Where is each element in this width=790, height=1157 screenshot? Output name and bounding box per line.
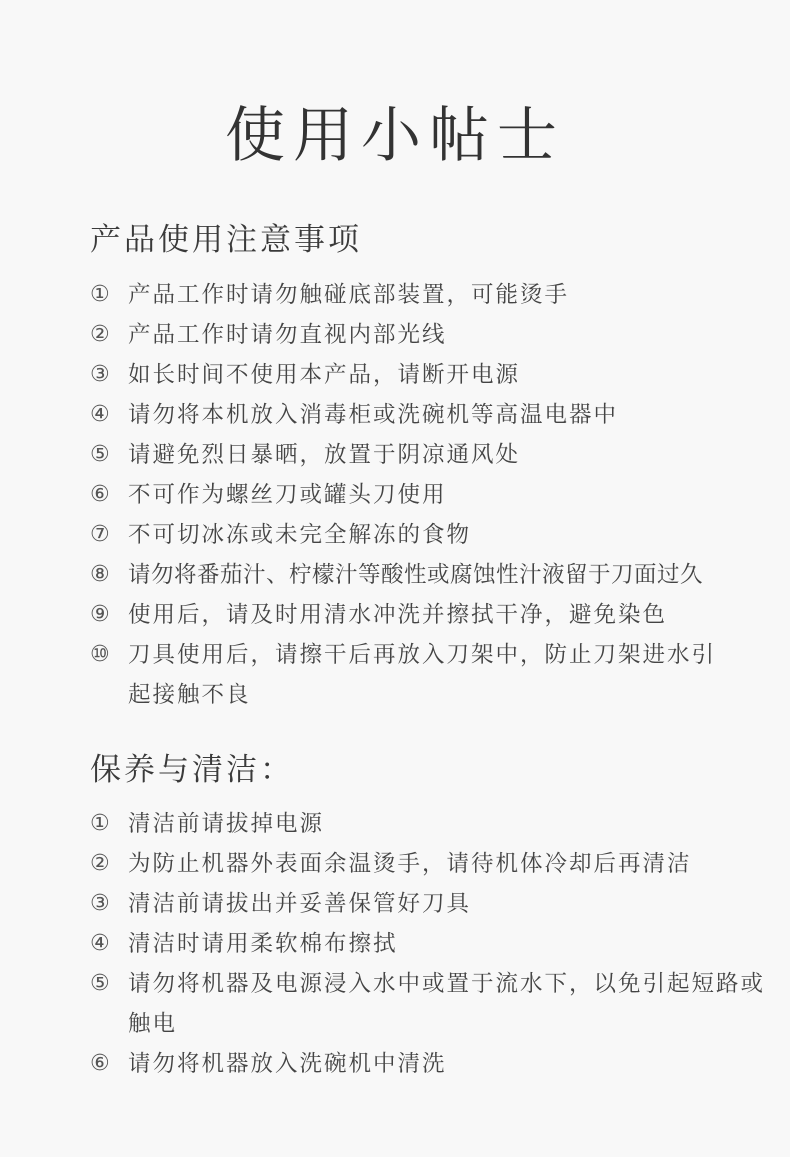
list-item — [90, 435, 780, 475]
item-text: 产品工作时请勿触碰底部装置，可能烫手 — [128, 282, 570, 308]
precautions-list — [90, 275, 780, 715]
list-item — [90, 924, 780, 964]
item-text: 清洁前请拔掉电源 — [128, 811, 325, 837]
page-title: 使用小帖士 — [225, 101, 565, 171]
list-item — [90, 315, 780, 355]
item-text: 如长时间不使用本产品，请断开电源 — [128, 362, 521, 388]
item-text: 为防止机器外表面余温烫手，请待机体冷却后再清洁 — [128, 851, 692, 877]
list-item — [90, 395, 780, 435]
item-number: ⑧ — [90, 562, 110, 587]
care-list — [90, 804, 780, 1084]
item-text: 清洁前请拔出并妥善保管好刀具 — [128, 891, 472, 917]
item-number: ① — [90, 282, 110, 307]
item-text: 不可作为螺丝刀或罐头刀使用 — [128, 482, 447, 508]
item-text: 请勿将本机放入消毒柜或洗碗机等高温电器中 — [128, 402, 619, 428]
item-number: ③ — [90, 891, 110, 916]
item-text: 请勿将机器放入洗碗机中清洗 — [128, 1051, 447, 1077]
list-item — [90, 355, 780, 395]
item-text: 请勿将机器及电源浸入水中或置于流水下，以免引起短路或触电 — [128, 971, 766, 1037]
item-number: ④ — [90, 402, 110, 427]
item-number: ⑩ — [90, 642, 110, 667]
item-text: 产品工作时请勿直视内部光线 — [128, 322, 447, 348]
list-item — [90, 964, 780, 1044]
list-item — [90, 884, 780, 924]
item-number: ④ — [90, 931, 110, 956]
item-text: 请避免烈日暴晒，放置于阴凉通风处 — [128, 442, 521, 468]
list-item — [90, 844, 780, 884]
precautions-heading: 产品使用注意事项 — [90, 222, 362, 258]
item-text: 使用后，请及时用清水冲洗并擦拭干净，避免染色 — [128, 602, 668, 628]
item-number: ⑤ — [90, 442, 110, 467]
item-number: ⑥ — [90, 1051, 110, 1076]
care-heading: 保养与清洁： — [90, 752, 294, 788]
item-text: 请勿将番茄汁、柠檬汁等酸性或腐蚀性汁液留于刀面过久 — [128, 562, 704, 588]
item-number: ⑥ — [90, 482, 110, 507]
list-item — [90, 275, 780, 315]
item-number: ② — [90, 322, 110, 347]
item-text: 不可切冰冻或未完全解冻的食物 — [128, 522, 472, 548]
list-item — [90, 475, 780, 515]
item-number: ③ — [90, 362, 110, 387]
list-item — [90, 555, 780, 595]
item-number: ① — [90, 811, 110, 836]
item-number: ⑨ — [90, 602, 110, 627]
list-item — [90, 1044, 780, 1084]
item-number: ② — [90, 851, 110, 876]
list-item — [90, 595, 780, 635]
item-number: ⑤ — [90, 971, 110, 996]
list-item — [90, 804, 780, 844]
item-number: ⑦ — [90, 522, 110, 547]
list-item — [90, 635, 780, 715]
item-text: 清洁时请用柔软棉布擦拭 — [128, 931, 398, 957]
list-item — [90, 515, 780, 555]
item-text: 刀具使用后，请擦干后再放入刀架中，防止刀架进水引起接触不良 — [128, 642, 717, 708]
